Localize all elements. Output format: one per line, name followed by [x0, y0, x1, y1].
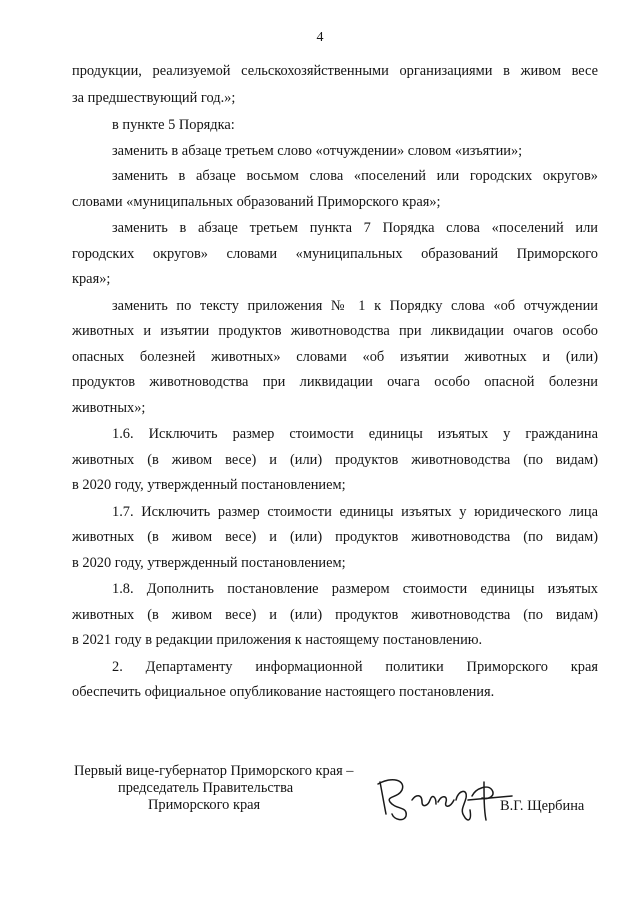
- text-line: животных (в живом весе) и (или) продуктов животноводства (по видам): [72, 607, 598, 623]
- text-line: 1.8. Дополнить постановление размером стоимости единицы изъятых: [112, 581, 598, 597]
- text-line: животных и изъятии продуктов животноводства при ликвидации очагов особо: [72, 323, 598, 339]
- signatory-title-line: председатель Правительства: [118, 780, 294, 796]
- text-line: в пункте 5 Порядка:: [112, 117, 235, 133]
- text-line: заменить в абзаце третьем слово «отчуждении» словом «изъятии»;: [112, 143, 523, 159]
- text-line: продуктов животноводства при ликвидации очага особо опасной болезни: [72, 374, 598, 390]
- text-line: заменить в абзаце третьем пункта 7 Порядка слова «поселений или: [112, 220, 598, 236]
- text-line: животных (в живом весе) и (или) продуктов животноводства (по видам): [72, 529, 598, 545]
- page-number: 4: [316, 30, 324, 45]
- text-line: словами «муниципальных образований Приморского края»;: [72, 194, 441, 210]
- text-line: 2. Департаменту информационной политики Приморского края: [112, 659, 598, 675]
- text-line: заменить по тексту приложения № 1 к Порядку слова «об отчуждении: [112, 298, 598, 314]
- text-line: заменить в абзаце восьмом слова «поселений или городских округов»: [112, 168, 598, 184]
- text-line: обеспечить официальное опубликование настоящего постановления.: [72, 684, 495, 700]
- text-line: животных»;: [72, 400, 146, 416]
- signatory-title-line: Приморского края: [148, 797, 261, 813]
- text-line: животных (в живом весе) и (или) продуктов животноводства (по видам): [72, 452, 598, 468]
- signer-name: В.Г. Щербина: [500, 798, 585, 814]
- text-line: опасных болезней животных» словами «об изъятии животных и (или): [72, 349, 598, 365]
- text-line: в 2020 году, утвержденный постановлением;: [72, 477, 346, 493]
- text-line: продукции, реализуемой сельскохозяйственными организациями в живом весе: [72, 63, 598, 79]
- text-line: 1.7. Исключить размер стоимости единицы изъятых у юридического лица: [112, 504, 598, 520]
- text-line: в 2020 году, утвержденный постановлением;: [72, 555, 346, 571]
- text-line: городских округов» словами «муниципальных образований Приморского: [72, 246, 598, 262]
- signatory-title-line: Первый вице-губернатор Приморского края –: [74, 763, 354, 779]
- text-line: края»;: [72, 271, 111, 287]
- text-line: в 2021 году в редакции приложения к настоящему постановлению.: [72, 632, 483, 648]
- text-line: за предшествующий год.»;: [72, 90, 236, 106]
- text-line: 1.6. Исключить размер стоимости единицы изъятых у гражданина: [112, 426, 598, 442]
